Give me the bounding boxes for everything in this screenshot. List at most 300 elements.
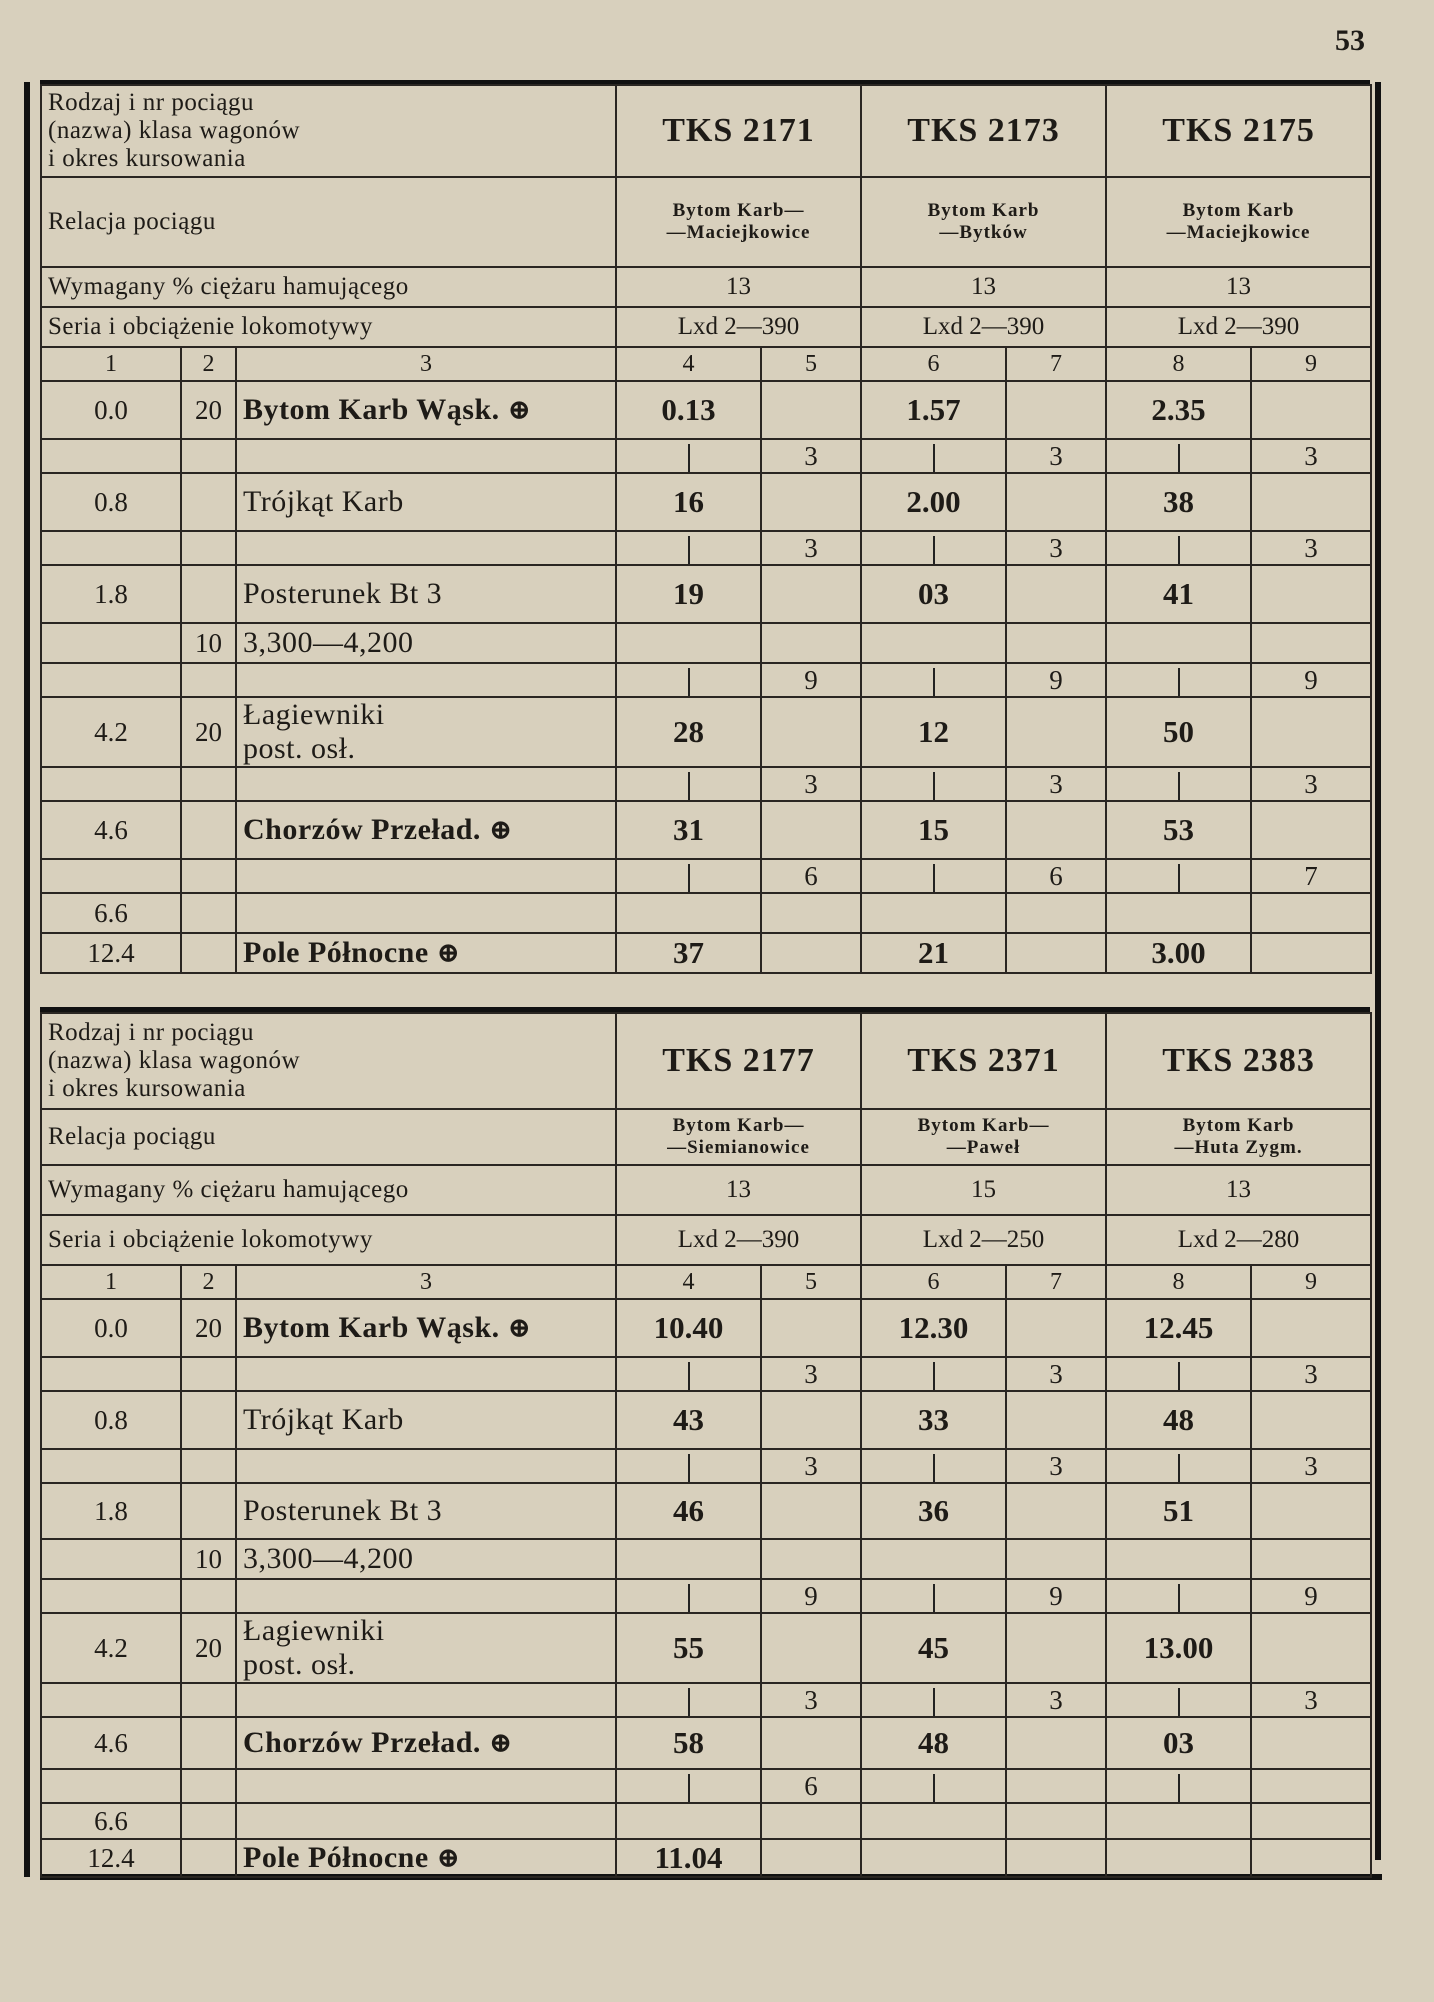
brake-percent: 13 bbox=[616, 1165, 861, 1215]
time-blank bbox=[761, 1613, 861, 1683]
departure-time: 12.45 bbox=[1106, 1299, 1251, 1357]
departure-time bbox=[616, 893, 761, 933]
time-connector bbox=[616, 1449, 761, 1483]
time-blank bbox=[1251, 1539, 1371, 1579]
run-time: 3 bbox=[1006, 767, 1106, 801]
station-name bbox=[236, 1299, 616, 1357]
right-rule bbox=[1375, 82, 1381, 1860]
relation-label: Relacja pociągu bbox=[41, 1109, 616, 1165]
station-name bbox=[236, 1613, 616, 1683]
time-blank bbox=[1006, 1299, 1106, 1357]
timetable-block-1 bbox=[40, 84, 1372, 974]
station-name-text: Bytom Karb Wąsk. bbox=[243, 392, 500, 426]
km-marker: 6.6 bbox=[41, 893, 181, 933]
relation-label: Relacja pociągu bbox=[41, 177, 616, 267]
time-connector bbox=[861, 767, 1006, 801]
run-time: 6 bbox=[761, 1769, 861, 1803]
departure-time: 19 bbox=[616, 565, 761, 623]
time-connector bbox=[1106, 1683, 1251, 1717]
speed-limit bbox=[181, 1717, 236, 1769]
station-name-text: Chorzów Przeład. bbox=[243, 1725, 481, 1759]
departure-time: 46 bbox=[616, 1483, 761, 1539]
connector-tick bbox=[1178, 1454, 1180, 1482]
connector-tick bbox=[933, 772, 935, 800]
speed-limit bbox=[181, 1483, 236, 1539]
time-blank bbox=[761, 1539, 861, 1579]
train-relation: Bytom Karb— —Siemianowice bbox=[616, 1109, 861, 1165]
time-connector bbox=[616, 663, 761, 697]
run-time: 9 bbox=[1251, 663, 1371, 697]
run-time: 9 bbox=[761, 1579, 861, 1613]
station-name-text: 3,300—4,200 bbox=[243, 626, 414, 659]
station-row bbox=[41, 473, 1371, 531]
time-blank bbox=[1251, 1299, 1371, 1357]
time-blank bbox=[761, 1391, 861, 1449]
time-blank bbox=[1006, 1391, 1106, 1449]
time-connector bbox=[1106, 1449, 1251, 1483]
connector-tick bbox=[933, 668, 935, 696]
run-time: 3 bbox=[761, 439, 861, 473]
km-spacer bbox=[41, 1449, 181, 1483]
station-mark-icon: ⊕ bbox=[436, 1842, 461, 1874]
speed-spacer bbox=[181, 439, 236, 473]
station-name-line2: post. osł. bbox=[243, 1648, 356, 1681]
runtime-row bbox=[41, 439, 1371, 473]
km-marker: 0.8 bbox=[41, 1391, 181, 1449]
departure-time bbox=[616, 1803, 761, 1839]
train-relation: Bytom Karb— —Paweł bbox=[861, 1109, 1106, 1165]
time-blank bbox=[1251, 697, 1371, 767]
time-blank bbox=[1006, 893, 1106, 933]
connector-tick bbox=[1178, 444, 1180, 472]
station-name-text: Trójkąt Karb bbox=[243, 485, 404, 518]
connector-tick bbox=[688, 1688, 690, 1716]
train-label: Rodzaj i nr pociągu (nazwa) klasa wagonów i okres kursowania bbox=[41, 1013, 616, 1109]
station-spacer bbox=[236, 1769, 616, 1803]
column-number: 5 bbox=[761, 1265, 861, 1299]
speed-spacer bbox=[181, 531, 236, 565]
column-number: 8 bbox=[1106, 1265, 1251, 1299]
brake-percent: 13 bbox=[616, 267, 861, 307]
time-blank bbox=[761, 933, 861, 973]
time-blank bbox=[1006, 1839, 1106, 1877]
loco-series: Lxd 2—390 bbox=[1106, 307, 1371, 347]
time-connector bbox=[616, 1357, 761, 1391]
departure-time: 53 bbox=[1106, 801, 1251, 859]
time-connector bbox=[616, 767, 761, 801]
km-marker: 6.6 bbox=[41, 1803, 181, 1839]
station-name bbox=[236, 1839, 616, 1877]
station-row bbox=[41, 697, 1371, 767]
station-name bbox=[236, 697, 616, 767]
station-name-text: Trójkąt Karb bbox=[243, 1403, 404, 1436]
departure-time bbox=[1106, 1839, 1251, 1877]
connector-tick bbox=[688, 1584, 690, 1612]
departure-time: 55 bbox=[616, 1613, 761, 1683]
time-connector bbox=[616, 1579, 761, 1613]
departure-time: 48 bbox=[1106, 1391, 1251, 1449]
run-time: 9 bbox=[1251, 1579, 1371, 1613]
time-connector bbox=[616, 531, 761, 565]
loco-series: Lxd 2—390 bbox=[616, 1215, 861, 1265]
departure-time: 21 bbox=[861, 933, 1006, 973]
column-number: 1 bbox=[41, 1265, 181, 1299]
station-spacer bbox=[236, 1357, 616, 1391]
time-blank bbox=[1006, 623, 1106, 663]
connector-tick bbox=[1178, 668, 1180, 696]
departure-time: 10.40 bbox=[616, 1299, 761, 1357]
train-relation: Bytom Karb —Bytków bbox=[861, 177, 1106, 267]
km-marker: 12.4 bbox=[41, 933, 181, 973]
departure-time: 2.35 bbox=[1106, 381, 1251, 439]
time-blank bbox=[1251, 473, 1371, 531]
runtime-row bbox=[41, 859, 1371, 893]
station-name bbox=[236, 1803, 616, 1839]
train-relation: Bytom Karb— —Maciejkowice bbox=[616, 177, 861, 267]
time-connector bbox=[861, 1357, 1006, 1391]
train-number: TKS 2175 bbox=[1106, 85, 1371, 177]
km-marker: 0.8 bbox=[41, 473, 181, 531]
km-spacer bbox=[41, 663, 181, 697]
column-number: 2 bbox=[181, 1265, 236, 1299]
time-blank bbox=[1251, 1717, 1371, 1769]
connector-tick bbox=[933, 864, 935, 892]
runtime-row bbox=[41, 1579, 1371, 1613]
time-blank bbox=[761, 1299, 861, 1357]
time-blank bbox=[1006, 1539, 1106, 1579]
station-mark-icon: ⊕ bbox=[507, 1312, 532, 1344]
km-marker bbox=[41, 623, 181, 663]
run-time: 3 bbox=[761, 1683, 861, 1717]
time-connector bbox=[861, 1579, 1006, 1613]
time-connector bbox=[616, 859, 761, 893]
speed-limit: 20 bbox=[181, 1613, 236, 1683]
time-blank bbox=[1251, 1803, 1371, 1839]
station-row bbox=[41, 1483, 1371, 1539]
departure-time: 48 bbox=[861, 1717, 1006, 1769]
time-blank bbox=[761, 801, 861, 859]
departure-time: 13.00 bbox=[1106, 1613, 1251, 1683]
runtime-row bbox=[41, 1769, 1371, 1803]
time-connector bbox=[1106, 859, 1251, 893]
time-blank bbox=[761, 565, 861, 623]
time-blank bbox=[1251, 933, 1371, 973]
station-name bbox=[236, 1391, 616, 1449]
station-spacer bbox=[236, 531, 616, 565]
run-time: 3 bbox=[1006, 439, 1106, 473]
time-blank bbox=[1006, 381, 1106, 439]
time-connector bbox=[1106, 1579, 1251, 1613]
time-blank bbox=[761, 697, 861, 767]
run-time: 3 bbox=[1006, 1683, 1106, 1717]
connector-tick bbox=[933, 1454, 935, 1482]
km-spacer bbox=[41, 1769, 181, 1803]
departure-time: 12 bbox=[861, 697, 1006, 767]
connector-tick bbox=[688, 536, 690, 564]
station-row bbox=[41, 1839, 1371, 1877]
km-spacer bbox=[41, 767, 181, 801]
runtime-row bbox=[41, 531, 1371, 565]
time-blank bbox=[761, 381, 861, 439]
connector-tick bbox=[933, 444, 935, 472]
page-number: 53 bbox=[1335, 24, 1365, 57]
column-number: 7 bbox=[1006, 1265, 1106, 1299]
run-time: 3 bbox=[1251, 1683, 1371, 1717]
run-time bbox=[1251, 1769, 1371, 1803]
station-row bbox=[41, 1803, 1371, 1839]
station-name-line2: post. osł. bbox=[243, 732, 356, 765]
station-row bbox=[41, 1717, 1371, 1769]
time-blank bbox=[761, 1717, 861, 1769]
time-blank bbox=[1006, 1483, 1106, 1539]
station-name-text: Chorzów Przeład. bbox=[243, 812, 481, 846]
departure-time: 38 bbox=[1106, 473, 1251, 531]
train-number: TKS 2173 bbox=[861, 85, 1106, 177]
station-row bbox=[41, 565, 1371, 623]
departure-time: 2.00 bbox=[861, 473, 1006, 531]
brake-label: Wymagany % ciężaru hamującego bbox=[41, 267, 616, 307]
loco-series: Lxd 2—390 bbox=[861, 307, 1106, 347]
speed-spacer bbox=[181, 1357, 236, 1391]
speed-spacer bbox=[181, 1683, 236, 1717]
train-number: TKS 2171 bbox=[616, 85, 861, 177]
departure-time bbox=[861, 1803, 1006, 1839]
run-time: 3 bbox=[1251, 531, 1371, 565]
train-relation: Bytom Karb —Huta Zygm. bbox=[1106, 1109, 1371, 1165]
time-connector bbox=[1106, 531, 1251, 565]
time-blank bbox=[1006, 1803, 1106, 1839]
departure-time: 41 bbox=[1106, 565, 1251, 623]
speed-limit: 20 bbox=[181, 697, 236, 767]
km-marker: 4.6 bbox=[41, 1717, 181, 1769]
loco-label: Seria i obciążenie lokomotywy bbox=[41, 307, 616, 347]
station-spacer bbox=[236, 1683, 616, 1717]
station-row bbox=[41, 1299, 1371, 1357]
departure-time: 11.04 bbox=[616, 1839, 761, 1877]
loco-series: Lxd 2—250 bbox=[861, 1215, 1106, 1265]
km-spacer bbox=[41, 531, 181, 565]
station-name bbox=[236, 893, 616, 933]
station-name bbox=[236, 473, 616, 531]
runtime-row bbox=[41, 1449, 1371, 1483]
departure-time: 28 bbox=[616, 697, 761, 767]
time-blank bbox=[1006, 933, 1106, 973]
run-time: 3 bbox=[1251, 439, 1371, 473]
connector-tick bbox=[1178, 1584, 1180, 1612]
km-marker: 0.0 bbox=[41, 381, 181, 439]
run-time: 3 bbox=[1251, 767, 1371, 801]
timetable-block-2 bbox=[40, 1012, 1372, 1878]
departure-time bbox=[1106, 893, 1251, 933]
column-number: 5 bbox=[761, 347, 861, 381]
km-marker: 4.2 bbox=[41, 1613, 181, 1683]
time-connector bbox=[1106, 663, 1251, 697]
connector-tick bbox=[1178, 1688, 1180, 1716]
run-time: 9 bbox=[1006, 663, 1106, 697]
train-number: TKS 2383 bbox=[1106, 1013, 1371, 1109]
departure-time bbox=[1106, 1803, 1251, 1839]
column-number: 6 bbox=[861, 347, 1006, 381]
station-name bbox=[236, 623, 616, 663]
time-connector bbox=[861, 1449, 1006, 1483]
speed-spacer bbox=[181, 767, 236, 801]
loco-label: Seria i obciążenie lokomotywy bbox=[41, 1215, 616, 1265]
station-name-text: Łagiewniki bbox=[243, 1614, 385, 1647]
speed-limit: 20 bbox=[181, 1299, 236, 1357]
time-connector bbox=[616, 1683, 761, 1717]
run-time: 3 bbox=[761, 531, 861, 565]
station-row bbox=[41, 1539, 1371, 1579]
speed-spacer bbox=[181, 1769, 236, 1803]
connector-tick bbox=[1178, 1774, 1180, 1802]
station-row bbox=[41, 1613, 1371, 1683]
column-number: 8 bbox=[1106, 347, 1251, 381]
station-name bbox=[236, 1539, 616, 1579]
train-number: TKS 2371 bbox=[861, 1013, 1106, 1109]
run-time: 3 bbox=[1006, 531, 1106, 565]
station-mark-icon: ⊕ bbox=[488, 1727, 513, 1759]
train-relation: Bytom Karb —Maciejkowice bbox=[1106, 177, 1371, 267]
run-time bbox=[1006, 1769, 1106, 1803]
connector-tick bbox=[688, 1454, 690, 1482]
connector-tick bbox=[688, 772, 690, 800]
km-spacer bbox=[41, 859, 181, 893]
column-number: 4 bbox=[616, 1265, 761, 1299]
time-blank bbox=[761, 1839, 861, 1877]
station-name-text: 3,300—4,200 bbox=[243, 1542, 414, 1575]
time-blank bbox=[1251, 565, 1371, 623]
station-spacer bbox=[236, 1579, 616, 1613]
departure-time: 15 bbox=[861, 801, 1006, 859]
connector-tick bbox=[1178, 1362, 1180, 1390]
time-blank bbox=[761, 1483, 861, 1539]
time-blank bbox=[1251, 1613, 1371, 1683]
departure-time: 03 bbox=[861, 565, 1006, 623]
departure-time: 58 bbox=[616, 1717, 761, 1769]
station-spacer bbox=[236, 439, 616, 473]
time-connector bbox=[1106, 439, 1251, 473]
speed-spacer bbox=[181, 663, 236, 697]
time-blank bbox=[1006, 1613, 1106, 1683]
connector-tick bbox=[933, 536, 935, 564]
connector-tick bbox=[688, 668, 690, 696]
run-time: 3 bbox=[1251, 1357, 1371, 1391]
departure-time: 31 bbox=[616, 801, 761, 859]
departure-time: 43 bbox=[616, 1391, 761, 1449]
column-number: 1 bbox=[41, 347, 181, 381]
speed-limit: 10 bbox=[181, 623, 236, 663]
time-blank bbox=[1006, 697, 1106, 767]
departure-time bbox=[1106, 1539, 1251, 1579]
departure-time bbox=[861, 623, 1006, 663]
departure-time bbox=[861, 893, 1006, 933]
departure-time: 37 bbox=[616, 933, 761, 973]
run-time: 3 bbox=[1251, 1449, 1371, 1483]
time-blank bbox=[761, 623, 861, 663]
station-name bbox=[236, 565, 616, 623]
km-marker: 12.4 bbox=[41, 1839, 181, 1877]
time-blank bbox=[1251, 1483, 1371, 1539]
departure-time: 0.13 bbox=[616, 381, 761, 439]
connector-tick bbox=[688, 1774, 690, 1802]
run-time: 7 bbox=[1251, 859, 1371, 893]
departure-time bbox=[1106, 623, 1251, 663]
run-time: 3 bbox=[761, 1449, 861, 1483]
time-connector bbox=[861, 1769, 1006, 1803]
km-marker: 4.6 bbox=[41, 801, 181, 859]
station-spacer bbox=[236, 767, 616, 801]
time-blank bbox=[1251, 381, 1371, 439]
station-row bbox=[41, 801, 1371, 859]
connector-tick bbox=[1178, 864, 1180, 892]
departure-time: 12.30 bbox=[861, 1299, 1006, 1357]
time-blank bbox=[1251, 893, 1371, 933]
time-blank bbox=[761, 473, 861, 531]
station-spacer bbox=[236, 1449, 616, 1483]
time-blank bbox=[1251, 801, 1371, 859]
km-marker: 1.8 bbox=[41, 1483, 181, 1539]
connector-tick bbox=[933, 1774, 935, 1802]
time-blank bbox=[1006, 801, 1106, 859]
brake-percent: 13 bbox=[861, 267, 1106, 307]
departure-time: 3.00 bbox=[1106, 933, 1251, 973]
km-marker: 4.2 bbox=[41, 697, 181, 767]
time-connector bbox=[1106, 767, 1251, 801]
station-name bbox=[236, 1717, 616, 1769]
station-name-text: Posterunek Bt 3 bbox=[243, 1494, 443, 1527]
run-time: 9 bbox=[1006, 1579, 1106, 1613]
departure-time: 1.57 bbox=[861, 381, 1006, 439]
km-marker: 1.8 bbox=[41, 565, 181, 623]
station-spacer bbox=[236, 663, 616, 697]
brake-label: Wymagany % ciężaru hamującego bbox=[41, 1165, 616, 1215]
runtime-row bbox=[41, 663, 1371, 697]
station-row bbox=[41, 381, 1371, 439]
km-spacer bbox=[41, 1683, 181, 1717]
speed-limit bbox=[181, 1839, 236, 1877]
station-mark-icon: ⊕ bbox=[507, 394, 532, 426]
time-connector bbox=[861, 859, 1006, 893]
departure-time: 45 bbox=[861, 1613, 1006, 1683]
speed-limit: 20 bbox=[181, 381, 236, 439]
run-time: 9 bbox=[761, 663, 861, 697]
speed-spacer bbox=[181, 1449, 236, 1483]
time-blank bbox=[1251, 1839, 1371, 1877]
departure-time bbox=[861, 1839, 1006, 1877]
loco-series: Lxd 2—390 bbox=[616, 307, 861, 347]
connector-tick bbox=[1178, 772, 1180, 800]
time-blank bbox=[1251, 623, 1371, 663]
time-connector bbox=[861, 663, 1006, 697]
departure-time: 16 bbox=[616, 473, 761, 531]
speed-limit: 10 bbox=[181, 1539, 236, 1579]
speed-limit bbox=[181, 1391, 236, 1449]
speed-limit bbox=[181, 893, 236, 933]
departure-time: 50 bbox=[1106, 697, 1251, 767]
column-number: 9 bbox=[1251, 347, 1371, 381]
station-name-text: Bytom Karb Wąsk. bbox=[243, 1310, 500, 1344]
connector-tick bbox=[1178, 536, 1180, 564]
runtime-row bbox=[41, 1683, 1371, 1717]
train-label: Rodzaj i nr pociągu (nazwa) klasa wagonów i okres kursowania bbox=[41, 85, 616, 177]
time-connector bbox=[861, 1683, 1006, 1717]
station-mark-icon: ⊕ bbox=[488, 814, 513, 846]
time-connector bbox=[1106, 1769, 1251, 1803]
km-marker: 0.0 bbox=[41, 1299, 181, 1357]
connector-tick bbox=[933, 1688, 935, 1716]
station-name-text: Łagiewniki bbox=[243, 698, 385, 731]
time-blank bbox=[761, 1803, 861, 1839]
